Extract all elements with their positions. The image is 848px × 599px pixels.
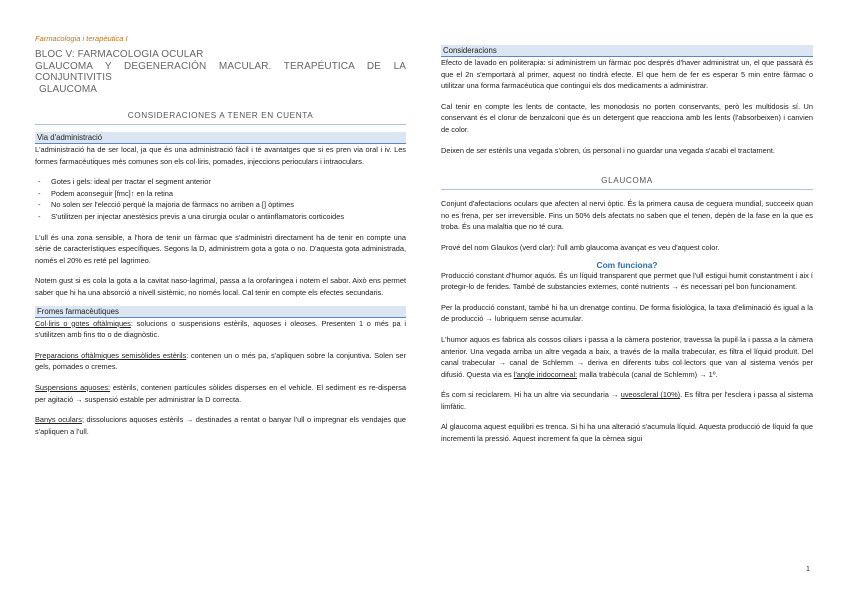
semisolides-text: : contenen un o més pa, s'apliquen sobre la conjuntiva. Solen ser gels, pomades o cremes.	[35, 350, 406, 372]
via-paragraph-2: L'ull és una zona sensible, a l'hora de tenir un fàrmac que s'administri directament ha de tenir en compte una sèrie de característiques específiques. Segons la D, administrem gota a gota o no. D'aquesta gota administrada, només el 20% es reté pel lagrimeo.	[35, 232, 406, 265]
consideracions-paragraph-1: Efecto de lavado en politerapia: si administrem un fàrmac poc després d'haver administrat un, el que passarà és que el 2n s'emportarà al primer, aquest no tindrà efecte. El que hem de fer es esperar 5 min entre fàrmac o utilitzar una forma farmacèutica que contingui els dos medicaments a administrar.	[441, 58, 813, 91]
colliris-paragraph	[35, 318, 406, 341]
glaucoma-paragraph-3: Producció constant d'humor aquós. És un líquid transparent que permet que l'ull estigui humit constantment i aix í protegir-lo de ferides. També de substancies externes, conté nutrients → és necessari pel bon funcionament.	[441, 270, 813, 292]
topic-subtitle: GLAUCOMA	[39, 83, 98, 95]
bloc-title: BLOC V: FARMACOLOGIA OCULAR	[35, 49, 204, 60]
suspensions-paragraph	[35, 382, 406, 405]
glaucoma-paragraph-6-text: És com si reciclarem. Hi ha un altre via secundaria →	[441, 390, 621, 400]
page-number: 1	[805, 564, 810, 573]
glaucoma-paragraph-1: Conjunt d'afectacions oculars que afecten al nervi òptic. És la primera causa de ceguera mundial, succeeix quan no es frena, per ser irreversible. Fins un 50% dels afectats no saben que el tenen, depèn de la fase en la que es troba. És una malaltia que no té cura.	[441, 199, 813, 232]
glaucoma-paragraph-5-text: L'humor aquos es fabrica als cossos ciliars i passa a la càmera posterior, travessa la pupil·la i passa a la càmera anterior. Una vegada arriba un altre vegada a baix, a través de la malla trabecular, es filtra el líquid produït. Del canal trabecular → canal de Schlemm → deriva en diferents tubs col·lectors que van al sistema venós per difusió. Questa via es	[441, 334, 813, 379]
consideracions-paragraph-3: Deixen de ser estèrils una vegada s'obren, ús personal i no guardar una vegada s'acabi el tractament.	[441, 145, 775, 155]
via-bullet-list	[35, 176, 406, 222]
glaucoma-paragraph-6	[441, 389, 813, 412]
topic-title-line1: GLAUCOMA Y DEGENERACIÓN MACULAR. TERAPÉUTICA DE LA	[35, 60, 406, 72]
colliris-label: Col·liris o gotes oftàlmiques	[35, 318, 131, 328]
via-paragraph-3: Notem gust si es cola la gota a la cavitat naso-lagrimal, passa a la orofaringea i notem el sabor. Això ens permet saber que hi ha una absorció a nivell sistèmic, no només local. Cal tenir en compte els efectes secundaris.	[35, 276, 406, 297]
course-title: Farmacologia i terapèutica I	[35, 34, 128, 43]
list-item: - Gotes i gels: ideal per tractar el segment anterior	[35, 176, 406, 188]
uveoscleral-term: uveoscleral (10%)	[620, 390, 681, 400]
section-heading-glaucoma: GLAUCOMA	[441, 176, 813, 190]
glaucoma-paragraph-5	[441, 334, 813, 380]
right-column	[441, 45, 813, 445]
topic-title-line2: CONJUNTIVITIS	[35, 72, 112, 83]
section-heading-considerations: CONSIDERACIONES A TENER EN CUENTA	[35, 111, 406, 125]
glaucoma-paragraph-5-end: malla trabècula (canal de Schlemm) → 1º.	[577, 369, 718, 379]
semisolides-label: Preparacions oftàlmiques semisòlides estèrils	[35, 350, 187, 360]
glaucoma-paragraph-7: Al glaucoma aquest equilibri es trenca. Si hi ha una alteració s'acumula líquid. Aquesta producció de líquid fa que incrementi la pressió. Aquest increment fa que la cèrnea sigui	[441, 422, 813, 444]
left-column	[35, 34, 406, 437]
list-item: - No solen ser l'elecció perquè la majoria de fàrmacs no arriben a [] òptimes	[35, 199, 406, 211]
banys-label: Banys oculars	[35, 415, 82, 425]
semisolides-paragraph	[35, 350, 406, 373]
suspensions-text: estèrils, contenen partícules sòlides disperses en el vehicle. El sediment es re-dispersa per agitació → suspensió estable per administrar la D correcta.	[35, 382, 406, 404]
com-funciona-heading: Com funciona?	[596, 259, 658, 270]
list-item: - S'utilitzen per injectar anestèsics previs a una cirurgia ocular o antiinflamatoris corticoides	[35, 211, 406, 223]
iridocorneal-term: l'angle iridocorneal:	[513, 369, 578, 379]
glaucoma-paragraph-2: Prové del nom Glaukos (verd clar): l'ull amb glaucoma avançat es veu d'aquest color.	[441, 242, 720, 252]
via-administracio-bar: Via d'administració	[35, 132, 406, 144]
banys-paragraph	[35, 414, 406, 437]
colliris-text: : solucions o suspensions estèrils, aquoses i oleoses. Presenten 1 o més pa i s'utilitzen amb fins tto o de diagnòstic.	[35, 318, 406, 340]
consideracions-paragraph-2: Cal tenir en compte les lents de contacte, les monodosis no porten conservants, però les multidosis sí. Un conservant és el clorur de benzalconi que és un detergent que reacciona amb les lents (l'absorbeixen) i canvien de color.	[441, 101, 813, 134]
consideracions-bar: Consideracions	[441, 45, 813, 57]
glaucoma-paragraph-4: Per la producció constant, també hi ha un drenatge continu. De forma fisiològica, la taxa d'eliminació és igual a la de producció → lubriquem sense acumular.	[441, 302, 813, 324]
suspensions-label: Suspensions aquoses:	[35, 382, 111, 392]
list-item: - Podem aconseguir [fmc]↑ en la retina	[35, 188, 406, 200]
via-paragraph-1: L'administració ha de ser local, ja que és una administració fàcil i té avantatges que si es pren via oral i iv. Les formes farmacèutiques més comunes son els col·liris, pomades, injeccions perioculars i intraoculars.	[35, 145, 406, 166]
glaucoma-paragraph-6-end: . Es filtra per l'esclera i passa al sistema limfàtic.	[441, 390, 813, 411]
banys-text: ; dissolucions aquoses estèrils → destinades a rentat o banyar l'ull o impregnar els vendajes que s'apliquen a l'ull.	[35, 415, 407, 436]
formes-farmaceutiques-bar: Fromes farmacèutiques	[35, 306, 406, 318]
